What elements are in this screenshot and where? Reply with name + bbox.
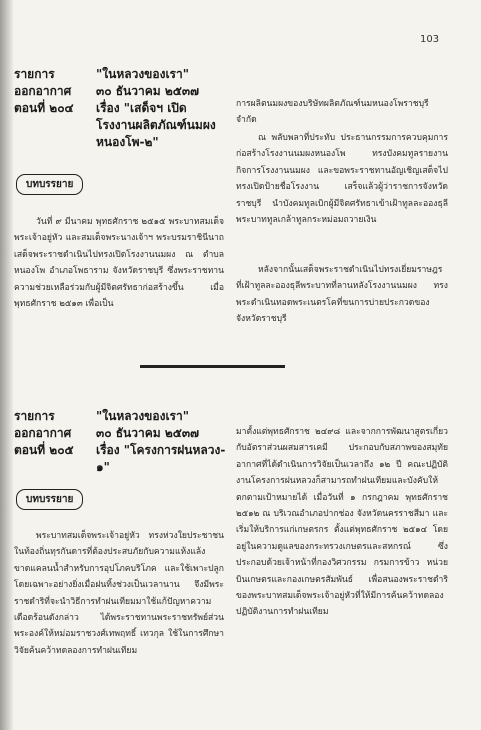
episode-label: ตอนที่ ๒๐๔ bbox=[14, 101, 74, 115]
aired-label: ออกอากาศ bbox=[14, 84, 72, 98]
page-edge-shadow bbox=[0, 0, 14, 730]
episode-label: ตอนที่ ๒๐๕ bbox=[14, 443, 74, 457]
episode-204-header bbox=[14, 66, 224, 156]
narration-right-column-1: การผลิตนมผงของบริษัทผลิตภัณฑ์นมหนองโพราชบุรี จำกัด bbox=[236, 99, 429, 126]
episode-title: เรื่อง "เสด็จฯ เปิด bbox=[96, 101, 187, 115]
aired-value: ๓๐ ธันวาคม ๒๕๓๗ bbox=[96, 426, 200, 440]
program-label: รายการ bbox=[14, 67, 55, 81]
page-number: 103 bbox=[420, 34, 440, 45]
narration-left-column: พระบาทสมเด็จพระเจ้าอยู่หัว ทรงห่วงใยประชาชนในท้องถิ่นทุรกันดารที่ต้องประสบภัยกับความแห้งแล้ง ขาดแคลนน้ำสำหรับการอุปโภคบริโภค และใช้เพาะปลูก โดยเฉพาะอย่างยิ่งเมื่อฝนทิ้งช่วงเป็นเวลานาน จึงมีพระราชดำริที่จะนำวิธีการทำฝนเทียมมาใช้แก้ปัญหาความเดือดร้อนดังกล่าว ได้พระราชทานพระราชทรัพย์ส่วนพระองค์ให้หม่อมราชวงศ์เทพฤทธิ์ เทวกุล ใช้ในการศึกษาวิจัยค้นคว้าทดลองการทำฝนเทียม bbox=[14, 531, 224, 656]
narration-right-column-3: หลังจากนั้นเสด็จพระราชดำเนินไปทรงเยี่ยมราษฎรที่เฝ้าทูลละอองธุลีพระบาทที่ลานหลังโรงงานนมผง ทรงพระดำเนินทอดพระเนตรโคที่ขนการบ่ายประกวดของจังหวัดราชบุรี bbox=[236, 265, 448, 325]
aired-label: ออกอากาศ bbox=[14, 426, 72, 440]
narration-right-column-2: ณ พลับพลาที่ประทับ ประธานกรรมการควบคุมการก่อสร้างโรงงานนมผงหนองโพ ทรงบังคมทูลรายงานกิจการโรงงานนมผง และขอพระราชทานอัญเชิญเสด็จไปทรงเปิดป้ายชื่อโรงงาน เสร็จแล้วผู้ว่าราชการจังหวัดราชบุรี นำบังคมทูลเบิกผู้มีจิตศรัทธาเข้าเฝ้าทูลละอองธุลีพระบาททูลเกล้าทูลกระหม่อมถวายเงิน bbox=[236, 133, 448, 226]
episode-title-line-2: โรงงานผลิตภัณฑ์นมผง bbox=[96, 118, 216, 132]
program-label: รายการ bbox=[14, 409, 55, 423]
narration-tag: บทบรรยาย bbox=[16, 489, 83, 510]
episode-title-line-2: ๑" bbox=[96, 460, 110, 474]
program-value: "ในหลวงของเรา" bbox=[96, 67, 189, 81]
narration-right-column: มาตั้งแต่พุทธศักราช ๒๔๙๘ และจากการพัฒนาสูตรเกี่ยวกับอัตราส่วนผสมสารเคมี ประกอบกับสภาพของสมุทัยอากาศที่ได้ดำเนินการวิจัยเป็นเวลาถึง ๑๒ ปี คณะปฏิบัติงานโครงการฝนหลวงก็สามารถทำฝนเทียมและบังคับให้ตกตามเป้าหมายได้ เมื่อวันที่ ๑ กรกฎาคม พุทธศักราช ๒๕๑๒ ณ บริเวณอำเภอปากช่อง จังหวัดนครราชสีมา และเริ่มให้บริการแก่เกษตรกร ตั้งแต่พุทธศักราช ๒๕๑๔ โดยอยู่ในความดูแลของกระทรวงเกษตรและสหกรณ์ ซึ่งประกอบด้วยเจ้าหน้าที่กองวิศวกรรม กรมการข้าว หน่วยบินเกษตรและกองเกษตรสัมพันธ์ เพื่อสนองพระราชดำริของพระบาทสมเด็จพระเจ้าอยู่หัวที่ให้มีการค้นคว้าทดลองปฏิบัติงานการทำฝนเทียม bbox=[236, 427, 448, 618]
narration-left-column: วันที่ ๙ มีนาคม พุทธศักราช ๒๕๑๕ พระบาทสมเด็จพระเจ้าอยู่หัว และสมเด็จพระนางเจ้าฯ พระบรมราชินีนาถ เสด็จพระราชดำเนินไปทรงเปิดโรงงานนมผง ณ ตำบลหนองโพ อำเภอโพธาราม จังหวัดราชบุรี ซึ่งพระราชทานความช่วยเหลือร่วมกับผู้มีจิตศรัทธาก่อสร้างขึ้น เมื่อพุทธศักราช ๒๕๑๓ เพื่อเป็น bbox=[14, 217, 224, 310]
aired-value: ๓๐ ธันวาคม ๒๕๓๗ bbox=[96, 84, 200, 98]
episode-title: เรื่อง "โครงการฝนหลวง- bbox=[96, 443, 226, 457]
section-divider bbox=[140, 365, 285, 368]
episode-205-header bbox=[14, 408, 224, 478]
episode-title-line-3: หนองโพ-๒" bbox=[96, 135, 159, 149]
narration-tag: บทบรรยาย bbox=[16, 174, 83, 195]
program-value: "ในหลวงของเรา" bbox=[96, 409, 189, 423]
